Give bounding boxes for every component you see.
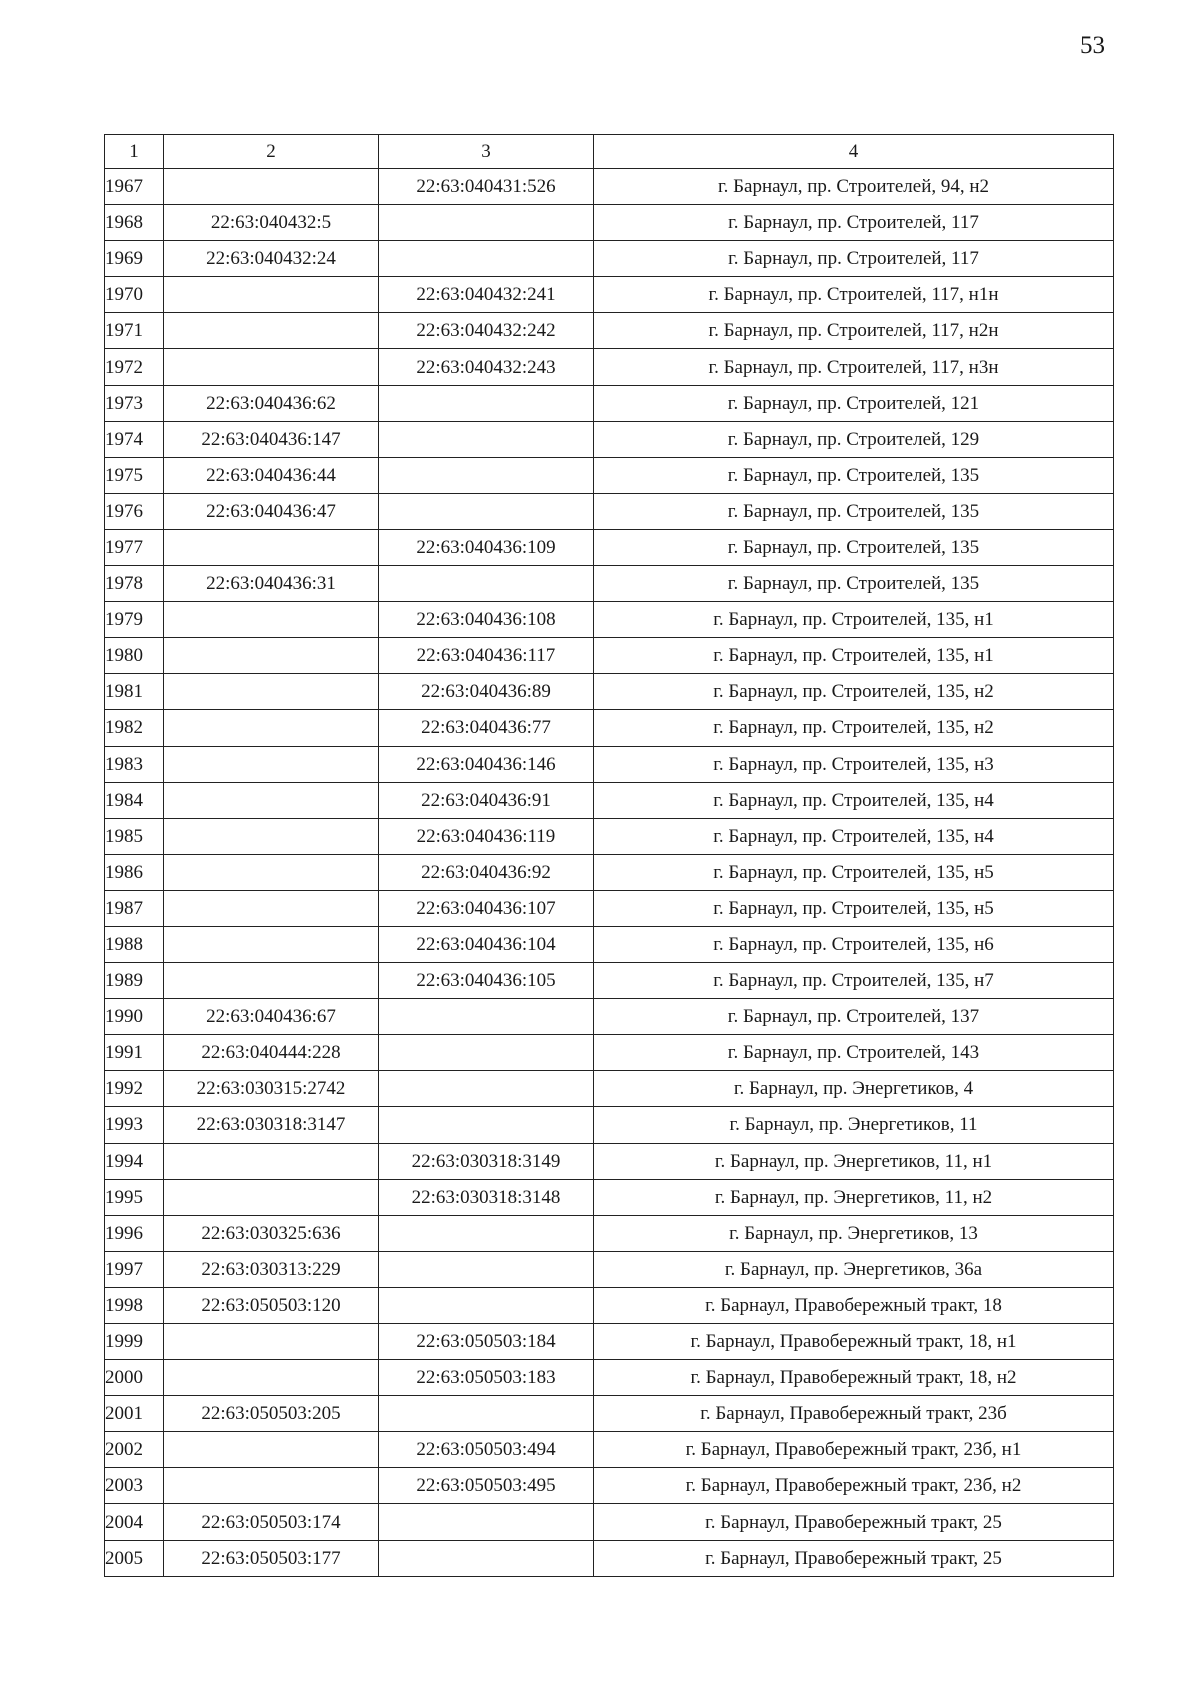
cadastral-number-land	[164, 349, 379, 385]
address: г. Барнаул, Правобережный тракт, 18	[594, 1287, 1114, 1323]
cadastral-number-premises	[379, 385, 594, 421]
column-header-2: 2	[164, 135, 379, 169]
table-row	[105, 313, 1114, 349]
table-row	[105, 818, 1114, 854]
row-number: 2004	[105, 1504, 164, 1540]
cadastral-number-premises	[379, 205, 594, 241]
cadastral-number-premises: 22:63:040432:243	[379, 349, 594, 385]
table-row	[105, 1396, 1114, 1432]
table-row	[105, 782, 1114, 818]
cadastral-number-land: 22:63:050503:174	[164, 1504, 379, 1540]
cadastral-number-premises	[379, 493, 594, 529]
cadastral-number-land	[164, 890, 379, 926]
cadastral-number-premises	[379, 1035, 594, 1071]
cadastral-number-land	[164, 1432, 379, 1468]
cadastral-number-premises: 22:63:040436:107	[379, 890, 594, 926]
address: г. Барнаул, пр. Строителей, 121	[594, 385, 1114, 421]
cadastral-number-land: 22:63:040436:67	[164, 999, 379, 1035]
table-row	[105, 421, 1114, 457]
row-number: 1968	[105, 205, 164, 241]
cadastral-number-premises: 22:63:040432:241	[379, 277, 594, 313]
row-number: 1995	[105, 1179, 164, 1215]
address: г. Барнаул, пр. Энергетиков, 11, н1	[594, 1143, 1114, 1179]
address: г. Барнаул, пр. Энергетиков, 13	[594, 1215, 1114, 1251]
address: г. Барнаул, пр. Строителей, 94, н2	[594, 169, 1114, 205]
cadastral-number-land: 22:63:040436:31	[164, 566, 379, 602]
cadastral-number-land	[164, 638, 379, 674]
row-number: 1997	[105, 1251, 164, 1287]
cadastral-number-premises: 22:63:040436:109	[379, 529, 594, 565]
cadastral-number-land: 22:63:030315:2742	[164, 1071, 379, 1107]
cadastral-number-premises: 22:63:040432:242	[379, 313, 594, 349]
address: г. Барнаул, пр. Энергетиков, 36а	[594, 1251, 1114, 1287]
cadastral-number-premises	[379, 999, 594, 1035]
cadastral-number-premises: 22:63:030318:3149	[379, 1143, 594, 1179]
table-row	[105, 710, 1114, 746]
row-number: 1979	[105, 602, 164, 638]
address: г. Барнаул, пр. Строителей, 135, н6	[594, 926, 1114, 962]
row-number: 1987	[105, 890, 164, 926]
cadastral-number-land	[164, 1360, 379, 1396]
page-number: 53	[1080, 32, 1105, 59]
cadastral-number-premises: 22:63:050503:495	[379, 1468, 594, 1504]
cadastral-number-land	[164, 818, 379, 854]
cadastral-number-premises: 22:63:040431:526	[379, 169, 594, 205]
row-number: 1990	[105, 999, 164, 1035]
row-number: 1973	[105, 385, 164, 421]
address: г. Барнаул, пр. Строителей, 117, н2н	[594, 313, 1114, 349]
cadastral-number-premises: 22:63:030318:3148	[379, 1179, 594, 1215]
cadastral-number-premises: 22:63:040436:92	[379, 854, 594, 890]
address: г. Барнаул, пр. Строителей, 135, н1	[594, 602, 1114, 638]
row-number: 1976	[105, 493, 164, 529]
row-number: 1972	[105, 349, 164, 385]
row-number: 1970	[105, 277, 164, 313]
row-number: 1994	[105, 1143, 164, 1179]
table-row	[105, 890, 1114, 926]
table-body	[105, 169, 1114, 1577]
address: г. Барнаул, пр. Строителей, 137	[594, 999, 1114, 1035]
cadastral-number-land: 22:63:050503:205	[164, 1396, 379, 1432]
row-number: 1999	[105, 1324, 164, 1360]
cadastral-number-land: 22:63:040444:228	[164, 1035, 379, 1071]
row-number: 1984	[105, 782, 164, 818]
cadastral-number-land	[164, 529, 379, 565]
address: г. Барнаул, пр. Строителей, 135	[594, 457, 1114, 493]
row-number: 1982	[105, 710, 164, 746]
cadastral-number-premises	[379, 1540, 594, 1576]
address: г. Барнаул, пр. Строителей, 117	[594, 241, 1114, 277]
address: г. Барнаул, пр. Строителей, 143	[594, 1035, 1114, 1071]
row-number: 1980	[105, 638, 164, 674]
cadastral-number-premises: 22:63:050503:184	[379, 1324, 594, 1360]
cadastral-number-land	[164, 1324, 379, 1360]
table-row	[105, 1540, 1114, 1576]
table-row	[105, 1107, 1114, 1143]
row-number: 1974	[105, 421, 164, 457]
address: г. Барнаул, Правобережный тракт, 18, н2	[594, 1360, 1114, 1396]
cadastral-number-premises	[379, 1504, 594, 1540]
table-row	[105, 638, 1114, 674]
cadastral-number-premises: 22:63:050503:494	[379, 1432, 594, 1468]
cadastral-number-premises: 22:63:040436:77	[379, 710, 594, 746]
cadastral-number-premises: 22:63:040436:146	[379, 746, 594, 782]
row-number: 1981	[105, 674, 164, 710]
cadastral-number-land	[164, 674, 379, 710]
cadastral-number-premises	[379, 566, 594, 602]
row-number: 1978	[105, 566, 164, 602]
table-row	[105, 1468, 1114, 1504]
address: г. Барнаул, пр. Строителей, 117, н3н	[594, 349, 1114, 385]
address: г. Барнаул, пр. Строителей, 135	[594, 566, 1114, 602]
address: г. Барнаул, пр. Строителей, 135, н7	[594, 963, 1114, 999]
address: г. Барнаул, пр. Энергетиков, 11	[594, 1107, 1114, 1143]
table-row	[105, 854, 1114, 890]
table-row	[105, 529, 1114, 565]
row-number: 1998	[105, 1287, 164, 1323]
address: г. Барнаул, пр. Энергетиков, 4	[594, 1071, 1114, 1107]
address: г. Барнаул, пр. Строителей, 135, н2	[594, 710, 1114, 746]
table-row	[105, 169, 1114, 205]
table-row	[105, 1035, 1114, 1071]
row-number: 2002	[105, 1432, 164, 1468]
table-row	[105, 385, 1114, 421]
row-number: 1989	[105, 963, 164, 999]
cadastral-number-premises: 22:63:040436:119	[379, 818, 594, 854]
address: г. Барнаул, пр. Строителей, 135	[594, 493, 1114, 529]
cadastral-number-land: 22:63:050503:177	[164, 1540, 379, 1576]
cadastral-number-premises	[379, 421, 594, 457]
cadastral-number-premises	[379, 457, 594, 493]
column-header-3: 3	[379, 135, 594, 169]
cadastral-number-land: 22:63:040432:24	[164, 241, 379, 277]
row-number: 1971	[105, 313, 164, 349]
row-number: 1993	[105, 1107, 164, 1143]
address: г. Барнаул, Правобережный тракт, 25	[594, 1540, 1114, 1576]
cadastral-number-land: 22:63:040436:147	[164, 421, 379, 457]
row-number: 1985	[105, 818, 164, 854]
address: г. Барнаул, Правобережный тракт, 23б, н2	[594, 1468, 1114, 1504]
cadastral-number-land	[164, 169, 379, 205]
address: г. Барнаул, пр. Строителей, 117, н1н	[594, 277, 1114, 313]
cadastral-number-land: 22:63:040436:62	[164, 385, 379, 421]
cadastral-number-premises	[379, 1107, 594, 1143]
cadastral-number-premises	[379, 1071, 594, 1107]
table-row	[105, 205, 1114, 241]
address: г. Барнаул, пр. Строителей, 135, н2	[594, 674, 1114, 710]
row-number: 1996	[105, 1215, 164, 1251]
row-number: 1992	[105, 1071, 164, 1107]
table-row	[105, 1071, 1114, 1107]
cadastral-number-land	[164, 710, 379, 746]
cadastral-number-land	[164, 1179, 379, 1215]
cadastral-number-premises: 22:63:040436:105	[379, 963, 594, 999]
table-row	[105, 493, 1114, 529]
cadastral-number-premises: 22:63:040436:117	[379, 638, 594, 674]
cadastral-number-premises: 22:63:040436:89	[379, 674, 594, 710]
row-number: 1991	[105, 1035, 164, 1071]
cadastral-number-premises	[379, 1251, 594, 1287]
cadastral-number-land	[164, 926, 379, 962]
address: г. Барнаул, пр. Строителей, 135, н1	[594, 638, 1114, 674]
table-row	[105, 241, 1114, 277]
address: г. Барнаул, пр. Строителей, 117	[594, 205, 1114, 241]
table-row	[105, 1432, 1114, 1468]
header-row	[105, 135, 1114, 169]
cadastral-number-land	[164, 854, 379, 890]
address: г. Барнаул, пр. Строителей, 135, н4	[594, 782, 1114, 818]
cadastral-number-land: 22:63:050503:120	[164, 1287, 379, 1323]
cadastral-number-land: 22:63:040436:44	[164, 457, 379, 493]
table-row	[105, 1504, 1114, 1540]
cadastral-number-land	[164, 277, 379, 313]
address: г. Барнаул, пр. Строителей, 135	[594, 529, 1114, 565]
cadastral-number-premises: 22:63:050503:183	[379, 1360, 594, 1396]
row-number: 1988	[105, 926, 164, 962]
address: г. Барнаул, Правобережный тракт, 18, н1	[594, 1324, 1114, 1360]
cadastral-number-land	[164, 963, 379, 999]
cadastral-number-premises: 22:63:040436:91	[379, 782, 594, 818]
address: г. Барнаул, пр. Строителей, 135, н4	[594, 818, 1114, 854]
address: г. Барнаул, Правобережный тракт, 23б, н1	[594, 1432, 1114, 1468]
cadastral-number-land	[164, 746, 379, 782]
row-number: 2005	[105, 1540, 164, 1576]
table-row	[105, 277, 1114, 313]
row-number: 1983	[105, 746, 164, 782]
cadastral-number-land: 22:63:030318:3147	[164, 1107, 379, 1143]
table-row	[105, 1179, 1114, 1215]
table-row	[105, 1360, 1114, 1396]
register-table	[104, 134, 1114, 1577]
address: г. Барнаул, пр. Строителей, 129	[594, 421, 1114, 457]
cadastral-number-land: 22:63:040436:47	[164, 493, 379, 529]
row-number: 1977	[105, 529, 164, 565]
address: г. Барнаул, Правобережный тракт, 23б	[594, 1396, 1114, 1432]
row-number: 2001	[105, 1396, 164, 1432]
address: г. Барнаул, пр. Строителей, 135, н5	[594, 890, 1114, 926]
table-row	[105, 1143, 1114, 1179]
cadastral-number-land	[164, 602, 379, 638]
address: г. Барнаул, пр. Строителей, 135, н5	[594, 854, 1114, 890]
cadastral-number-premises	[379, 1215, 594, 1251]
table-row	[105, 566, 1114, 602]
table-row	[105, 1324, 1114, 1360]
table-row	[105, 1215, 1114, 1251]
address: г. Барнаул, пр. Строителей, 135, н3	[594, 746, 1114, 782]
table-row	[105, 602, 1114, 638]
cadastral-number-premises: 22:63:040436:108	[379, 602, 594, 638]
column-header-4: 4	[594, 135, 1114, 169]
table-header	[105, 135, 1114, 169]
table-row	[105, 1287, 1114, 1323]
cadastral-number-premises	[379, 1396, 594, 1432]
table-row	[105, 963, 1114, 999]
cadastral-number-premises: 22:63:040436:104	[379, 926, 594, 962]
row-number: 1969	[105, 241, 164, 277]
address: г. Барнаул, Правобережный тракт, 25	[594, 1504, 1114, 1540]
table-row	[105, 457, 1114, 493]
cadastral-number-premises	[379, 241, 594, 277]
cadastral-number-land: 22:63:040432:5	[164, 205, 379, 241]
address: г. Барнаул, пр. Энергетиков, 11, н2	[594, 1179, 1114, 1215]
cadastral-number-land: 22:63:030313:229	[164, 1251, 379, 1287]
table-row	[105, 746, 1114, 782]
cadastral-number-land	[164, 313, 379, 349]
row-number: 1975	[105, 457, 164, 493]
table-row	[105, 674, 1114, 710]
cadastral-number-land	[164, 782, 379, 818]
row-number: 2000	[105, 1360, 164, 1396]
table-row	[105, 926, 1114, 962]
cadastral-number-land	[164, 1468, 379, 1504]
table-row	[105, 349, 1114, 385]
cadastral-number-land: 22:63:030325:636	[164, 1215, 379, 1251]
cadastral-number-land	[164, 1143, 379, 1179]
row-number: 1967	[105, 169, 164, 205]
table-row	[105, 1251, 1114, 1287]
table-row	[105, 999, 1114, 1035]
row-number: 2003	[105, 1468, 164, 1504]
column-header-1: 1	[105, 135, 164, 169]
cadastral-number-premises	[379, 1287, 594, 1323]
row-number: 1986	[105, 854, 164, 890]
